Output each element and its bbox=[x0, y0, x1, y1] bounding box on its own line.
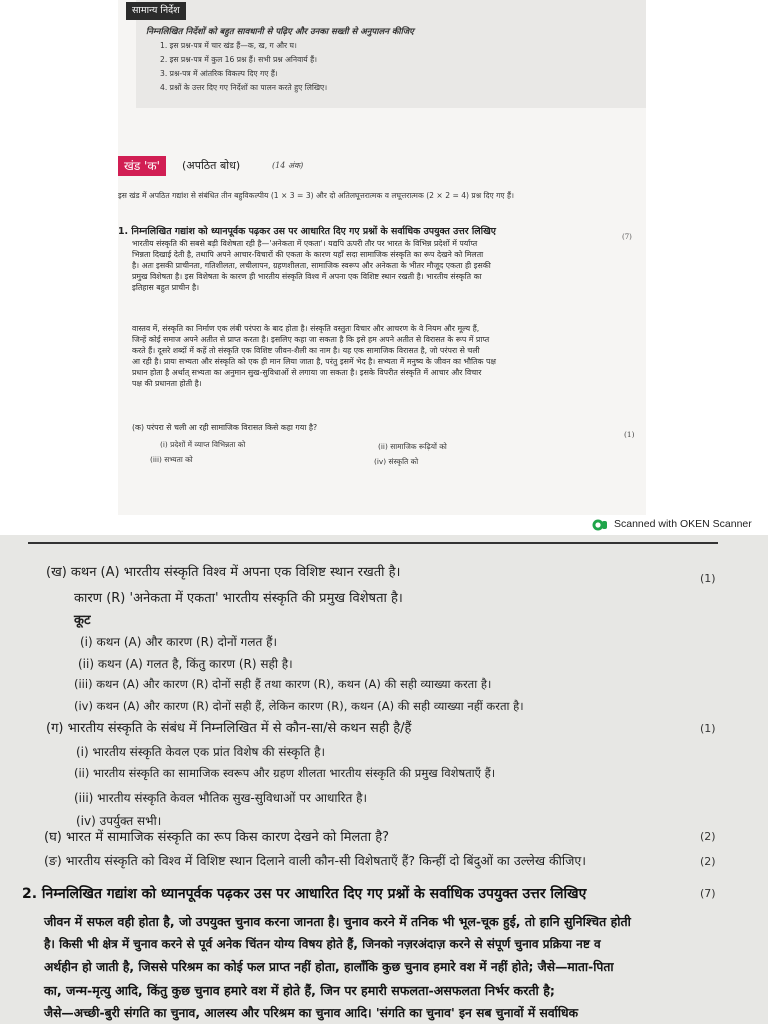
question-1-title: 1. निम्नलिखित गद्यांश को ध्यानपूर्वक पढ़कर उस पर आधारित दिए गए प्रश्नों के सर्वाधिक उपयुक्त उत्तर लिखिए bbox=[118, 226, 496, 237]
option-ga-ii: (ii) भारतीय संस्कृति का सामाजिक स्वरूप और ग्रहण शीलता भारतीय संस्कृति की प्रमुख विशेषताएँ हैं। bbox=[74, 766, 496, 780]
passage-2-line: अर्थहीन हो जाती है, जिससे परिश्रम का कोई फल प्राप्त नहीं होता, हालाँकि कुछ चुनाव हमारे वश में नहीं होते; जैसे—माता-पिता bbox=[44, 960, 614, 974]
instructions-tab: सामान्य निर्देश bbox=[126, 2, 186, 20]
question-2-title: 2. निम्नलिखित गद्यांश को ध्यानपूर्वक पढ़कर उस पर आधारित दिए गए प्रश्नों के सर्वाधिक उपयुक्त उत्तर लिखिए bbox=[22, 886, 587, 902]
instructions-heading: निम्नलिखित निर्देशों को बहुत सावधानी से पढ़िए और उनका सख्ती से अनुपालन कीजिए bbox=[146, 27, 414, 37]
instruction-item: 4. प्रश्नों के उत्तर दिए गए निर्देशों का पालन करते हुए लिखिए। bbox=[160, 83, 328, 92]
option-ga-iv: (iv) उपर्युक्त सभी। bbox=[76, 814, 162, 828]
option-kha-i: (i) कथन (A) और कारण (R) दोनों गलत हैं। bbox=[80, 635, 278, 649]
question-ga-marks: (1) bbox=[700, 722, 716, 735]
question-2-marks: (7) bbox=[700, 887, 716, 900]
question-nga-marks: (2) bbox=[700, 855, 716, 868]
question-gha: (घ) भारत में सामाजिक संस्कृति का रूप किस कारण देखने को मिलता है? bbox=[44, 830, 390, 845]
section-description: इस खंड में अपठित गद्यांश से संबंधित तीन बहुविकल्पीय (1 × 3 = 3) और दो अतिलघूत्तरात्मक व लघूत्तरात्मक (2 × 2 = 4) प्रश्न दिए गए हैं। bbox=[118, 191, 514, 200]
passage-2-line: है। किसी भी क्षेत्र में चुनाव करने से पूर्व अनेक चिंतन योग्य विषय होते हैं, जिनको नज़रअंदाज़ करने से संपूर्ण चुनाव प्रक्रिया नष्ट व bbox=[44, 937, 601, 951]
passage-line: पक्ष की प्रधानता होती है। bbox=[132, 379, 202, 388]
instruction-item: 1. इस प्रश्न-पत्र में चार खंड हैं—क, ख, ग और घ। bbox=[160, 41, 297, 50]
passage-2-line: का, जन्म-मृत्यु आदि, किंतु कुछ चुनाव हमारे वश में होते हैं, जिन पर हमारी सफलता-असफलता निर्भर करती है; bbox=[44, 983, 555, 998]
code-label: कूट bbox=[74, 613, 91, 628]
passage-line: जिन्हें कोई समाज अपने अतीत से प्राप्त करता है। इसलिए कहा जा सकता है कि इसे हम अपने अतीत से विरासत के रूप में प्राप्त bbox=[132, 335, 490, 344]
option-kha-ii: (ii) कथन (A) गलत है, किंतु कारण (R) सही है। bbox=[78, 657, 293, 671]
passage-line: प्रधान होता है अर्थात् सभ्यता का अनुमान सुख-सुविधाओं से लगाया जा सकता है। इसके विपरीत संस्कृति में आचार और विचार bbox=[132, 368, 482, 377]
question-kha-statement: (ख) कथन (A) भारतीय संस्कृति विश्व में अपना एक विशिष्ट स्थान रखती है। bbox=[46, 565, 401, 580]
instruction-item: 2. इस प्रश्न-पत्र में कुल 16 प्रश्न हैं। सभी प्रश्न अनिवार्य हैं। bbox=[160, 55, 317, 64]
passage-line: है। अतः इसकी प्राचीनता, गतिशीलता, लचीलापन, ग्रहणशीलता, सामाजिक स्वरूप और अनेकता के भीतर मौजूद एकता ही इसकी bbox=[132, 261, 491, 270]
question-kha-marks: (1) bbox=[700, 572, 716, 585]
section-subtitle: (अपठित बोध) bbox=[182, 159, 241, 172]
passage-line: वास्तव में, संस्कृति का निर्माण एक लंबी परंपरा के बाद होता है। संस्कृति वस्तुतः विचार और आचरण के वे नियम और मूल्य हैं, bbox=[132, 324, 480, 333]
passage-2-line: जीवन में सफल वही होता है, जो उपयुक्त चुनाव करना जानता है। चुनाव करने में तनिक भी भूल-चूक हुई, तो हानि सुनिश्चित होती bbox=[44, 914, 631, 929]
scanner-logo-icon bbox=[592, 518, 608, 532]
option-kha-iii: (iii) कथन (A) और कारण (R) दोनों सही हैं तथा कारण (R), कथन (A) की सही व्याख्या करता है। bbox=[74, 677, 492, 691]
passage-line: करते हैं। दूसरे शब्दों में कहें तो संस्कृति एक विशिष्ट जीवन-शैली का नाम है। यह एक सामाजिक विरासत है, जो परंपरा से चली bbox=[132, 346, 480, 355]
passage-line: भारतीय संस्कृति की सबसे बड़ी विशेषता रही है—'अनेकता में एकता'। यद्यपि ऊपरी तौर पर भारत के विभिन्न प्रदेशों में पर्याप्त bbox=[132, 239, 478, 248]
passage-line: प्रमुख विशेषता है। इस विशेषता के कारण ही भारतीय संस्कृति विश्व में अपना एक विशिष्ट स्थान रखती है। भारतीय संस्कृति का bbox=[132, 272, 482, 281]
passage-line: इतिहास बहुत प्राचीन है। bbox=[132, 283, 200, 292]
question-kha-reason: कारण (R) 'अनेकता में एकता' भारतीय संस्कृति की प्रमुख विशेषता है। bbox=[74, 591, 403, 606]
passage-2-line: जैसे—अच्छी-बुरी संगति का चुनाव, आलस्य और परिश्रम का चुनाव आदि। 'संगति का चुनाव' इन सब चुनावों में सर्वाधिक bbox=[44, 1006, 579, 1020]
question-ka-marks: (1) bbox=[624, 430, 635, 439]
option-ka-ii: (ii) सामाजिक रूढ़ियों को bbox=[378, 442, 447, 451]
question-gha-marks: (2) bbox=[700, 830, 716, 843]
option-ka-iv: (iv) संस्कृति को bbox=[374, 457, 419, 466]
option-ka-i: (i) प्रदेशों में व्याप्त विभिन्नता को bbox=[160, 440, 246, 449]
scanner-watermark: Scanned with OKEN Scanner bbox=[614, 518, 752, 530]
question-ka: (क) परंपरा से चली आ रही सामाजिक विरासत किसे कहा गया है? bbox=[132, 423, 318, 432]
instruction-item: 3. प्रश्न-पत्र में आंतरिक विकल्प दिए गए हैं। bbox=[160, 69, 278, 78]
question-ga: (ग) भारतीय संस्कृति के संबंध में निम्नलिखित में से कौन-सा/से कथन सही है/हैं bbox=[46, 721, 412, 736]
question-1-marks: (7) bbox=[622, 233, 632, 241]
page-divider bbox=[28, 542, 718, 544]
section-marks: (14 अंक) bbox=[272, 161, 304, 170]
section-badge: खंड 'क' bbox=[118, 156, 166, 176]
option-ga-iii: (iii) भारतीय संस्कृति केवल भौतिक सुख-सुविधाओं पर आधारित है। bbox=[74, 791, 368, 805]
option-ka-iii: (iii) सभ्यता को bbox=[150, 455, 193, 464]
option-kha-iv: (iv) कथन (A) और कारण (R) दोनों सही हैं, लेकिन कारण (R), कथन (A) की सही व्याख्या नहीं करता है। bbox=[74, 699, 524, 713]
passage-line: भिन्नता दिखाई देती है, तथापि अपने आचार-विचारों की एकता के कारण यहाँ सदा सामाजिक संस्कृति का रूप देखने को मिलता bbox=[132, 250, 484, 259]
option-ga-i: (i) भारतीय संस्कृति केवल एक प्रांत विशेष की संस्कृति है। bbox=[76, 745, 326, 759]
question-nga: (ङ) भारतीय संस्कृति को विश्व में विशिष्ट स्थान दिलाने वाली कौन-सी विशेषताएँ हैं? किन्हीं दो बिंदुओं का उल्लेख कीजिए। bbox=[44, 853, 587, 868]
passage-line: आ रही है। प्रायः सभ्यता और संस्कृति को एक ही मान लिया जाता है, परंतु इसमें भेद है। सभ्यता में मनुष्य के जीवन का भौतिक पक्ष bbox=[132, 357, 496, 366]
